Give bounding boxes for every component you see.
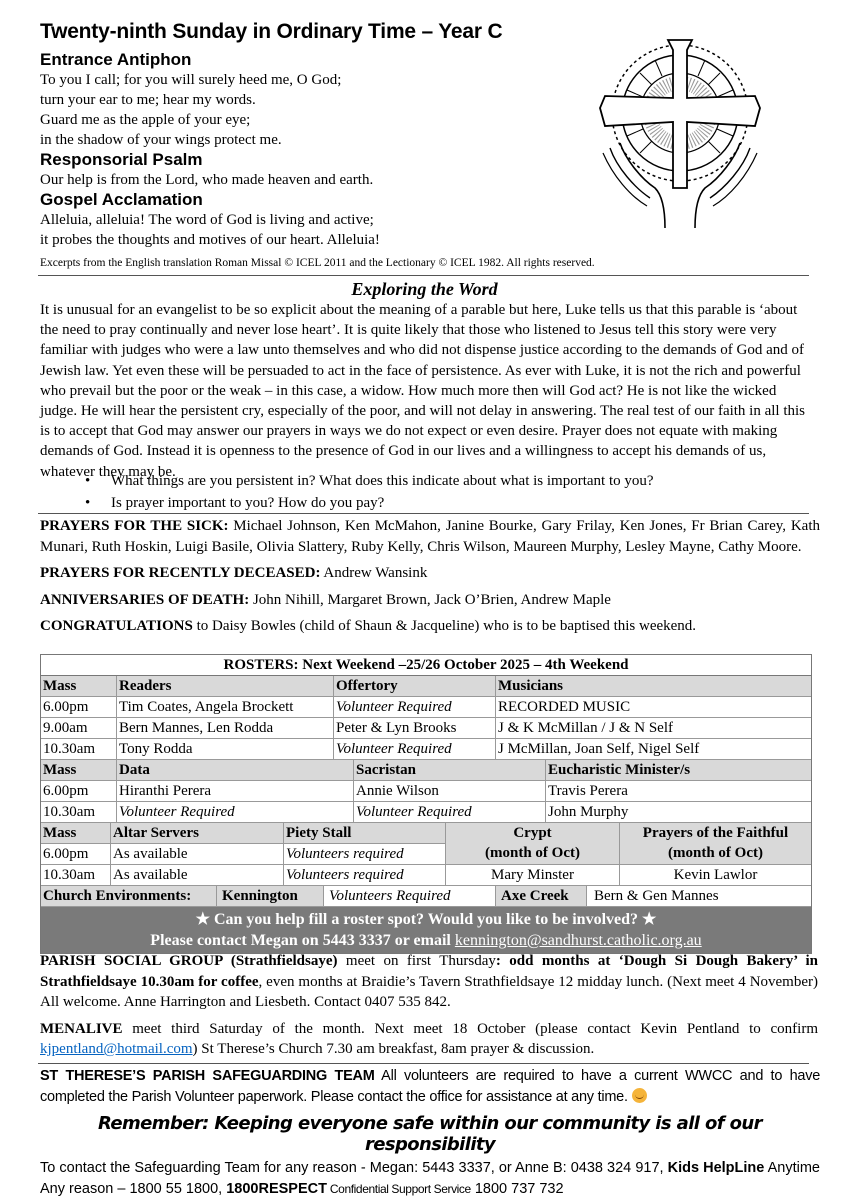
mass-time: 9.00am <box>41 718 117 738</box>
musicians-cell: J & K McMillan / J & N Self <box>498 720 673 736</box>
table-row <box>41 844 445 865</box>
safeguarding-text: All volunteers are required to have a current WWCC and to have completed the Parish Volunteer paperwork. Please contact the office for assistance at any time. <box>40 1068 821 1105</box>
copyright-notice: Excerpts from the English translation Roman Missal © ICEL 2011 and the Lectionary © ICEL 1982. All rights reserved. <box>40 257 595 269</box>
table-row <box>41 697 811 718</box>
prayers-for-sick <box>40 516 820 557</box>
church-environments-label: Church Environments: <box>41 886 217 906</box>
contact-text: Please contact Megan on 5443 3337 or email <box>150 932 455 949</box>
col-header-piety-stall: Piety Stall <box>286 825 352 841</box>
entrance-line: Guard me as the apple of your eye; <box>40 112 251 128</box>
altar-servers-cell: As available <box>111 844 284 864</box>
prayer-notices <box>40 516 820 643</box>
respect-label: 1800RESPECT <box>226 1181 327 1197</box>
reflection-question: • What things are you persistent in? What does this indicate about what is important to you? <box>85 470 654 492</box>
sacristan-cell: Volunteer Required <box>354 802 546 822</box>
entrance-line: in the shadow of your wings protect me. <box>40 132 282 148</box>
gospel-line: it probes the thoughts and motives of our heart. Alleluia! <box>40 232 380 248</box>
psg-text: meet on first Thursday <box>337 953 496 969</box>
cross-with-hands-icon <box>595 38 765 228</box>
musicians-cell: J McMillan, Joan Self, Nigel Self <box>498 741 700 757</box>
offertory-cell: Volunteer Required <box>334 739 496 759</box>
safeguarding-label: ST THERESE’S PARISH SAFEGUARDING TEAM <box>40 1068 375 1084</box>
mass-time: 10.30am <box>41 802 117 822</box>
menalive-email-link[interactable]: kjpentland@hotmail.com <box>40 1041 193 1057</box>
entrance-line: turn your ear to me; hear my words. <box>40 92 256 108</box>
respect-description: Confidential Support Service <box>326 1182 471 1196</box>
psg-label: PARISH SOCIAL GROUP (Strathfieldsaye) <box>40 953 338 969</box>
crypt-header-line: Crypt <box>513 825 552 841</box>
safeguarding-section <box>40 1066 820 1200</box>
col-header-altar-servers: Altar Servers <box>111 823 284 843</box>
gospel-line: Alleluia, alleluia! The word of God is living and active; <box>40 212 374 228</box>
col-header-mass: Mass <box>41 823 111 843</box>
smiley-face-icon <box>632 1088 647 1103</box>
table-row <box>41 865 445 886</box>
section-divider <box>38 275 809 276</box>
section-divider <box>38 1063 809 1064</box>
crypt-header <box>446 823 619 865</box>
volunteer-banner-contact <box>41 930 811 951</box>
volunteer-banner-line: ★ Can you help fill a roster spot? Would you like to be involved? ★ <box>195 911 657 928</box>
col-header-data: Data <box>117 760 354 780</box>
deceased-names: Andrew Wansink <box>320 565 428 581</box>
responsorial-psalm-heading: Responsorial Psalm <box>40 150 203 169</box>
col-header-mass: Mass <box>41 760 117 780</box>
section-divider <box>38 513 809 514</box>
col-header-musicians: Musicians <box>498 678 564 694</box>
col-header-sacristan: Sacristan <box>354 760 546 780</box>
kids-helpline-label: Kids HelpLine <box>667 1160 765 1176</box>
anniversaries-label: ANNIVERSARIES OF DEATH: <box>40 591 250 608</box>
parish-social-group <box>40 951 818 1013</box>
deceased-label: PRAYERS FOR RECENTLY DECEASED: <box>40 565 321 581</box>
prayers-for-sick-label: PRAYERS FOR THE SICK: <box>40 518 229 534</box>
prayers-for-sick-names: Michael Johnson, Ken McMahon, Janine Bourke, Gary Frilay, Ken Jones, Fr Brian Carey, Kath Munari, Ruth Hoskin, Luigi Basile, Olivia Slattery, Ruby Kelly, Chris Wilson, Maureen Murphy, Lesley Mayne, Cathy Moore. <box>40 518 820 555</box>
col-header-eucharistic-ministers: Eucharistic Minister/s <box>548 762 691 778</box>
reflection-question: • Is prayer important to you? How do you pay? <box>85 492 654 514</box>
menalive-text: ) St Therese’s Church 7.30 am breakfast, 8am prayer & discussion. <box>192 1041 595 1057</box>
menalive <box>40 1019 818 1060</box>
congratulations <box>40 616 820 637</box>
prayers-for-deceased <box>40 563 820 584</box>
congratulations-text: to Daisy Bowles (child of Shaun & Jacqueline) who is to be baptised this weekend. <box>192 618 697 634</box>
entrance-antiphon-heading: Entrance Antiphon <box>40 50 192 69</box>
safeguarding-notice <box>40 1066 820 1108</box>
mass-time: 6.00pm <box>41 697 117 717</box>
roster-header-row <box>41 823 445 844</box>
roster-header-row <box>41 676 811 697</box>
potf-header-line: (month of Oct) <box>668 845 763 861</box>
axe-creek-value: Bern & Gen Mannes <box>594 888 719 904</box>
table-row <box>41 739 811 760</box>
eucharistic-minister-cell: John Murphy <box>548 804 629 820</box>
table-row <box>41 718 811 739</box>
table-row <box>41 781 811 802</box>
roster-table <box>40 654 812 954</box>
kennington-value: Volunteers Required <box>324 886 496 906</box>
sacristan-cell: Annie Wilson <box>354 781 546 801</box>
psg-bold-text: : odd months at ‘Dough Si Dough Bakery’ in Strathfieldsaye 10.30am for coffee <box>40 953 819 990</box>
roster-header-row <box>41 760 811 781</box>
menalive-label: MENALIVE <box>40 1020 123 1037</box>
roster-block-servers <box>41 823 811 886</box>
church-environments-row <box>41 886 811 907</box>
piety-stall-cell: Volunteers required <box>286 867 404 883</box>
altar-servers-cell: As available <box>111 865 284 885</box>
offertory-cell: Volunteer Required <box>334 697 496 717</box>
menalive-text: meet third Saturday of the month. Next meet 18 October (please contact Kevin Pentland to confirm <box>122 1020 818 1037</box>
liturgy-section <box>40 50 600 250</box>
mass-time: 6.00pm <box>41 844 111 864</box>
kennington-label: Kennington <box>217 886 324 906</box>
psg-text: , even months at Braidie’s Tavern Strathfieldsaye 12 midday lunch. (Next meet 4 November) All welcome. Anne Harrington and Liesbeth. Contact 0407 535 842. <box>40 973 818 1010</box>
gospel-acclamation-heading: Gospel Acclamation <box>40 190 203 209</box>
readers-cell: Bern Mannes, Len Rodda <box>117 718 334 738</box>
potf-header-line: Prayers of the Faithful <box>642 825 789 841</box>
prayers-of-faithful-value: Kevin Lawlor <box>620 865 811 886</box>
crypt-header-line: (month of Oct) <box>485 845 580 861</box>
exploring-the-word-body: It is unusual for an evangelist to be so explicit about the meaning of a parable but here, Luke tells us that this parable is ‘about the need to pray continually and never lose heart’. It is quite likely that those who listened to Jesus tell this story were very familiar with judges who were a law unto themselves and who did not dispense justice according to the demands of God and of Jewish law. Yet even these will be persuaded to act in the face of persistence. As ever with Luke, it is not the rich and powerful who prevail but the poor or the weak – in this case, a widow. How much more then will God act? He is not like the wicked judge. He will hear the persistent cry, especially of the poor, and will not delay in answering. The real test of our faith in all this is to accept that God may answer our prayers in ways we do not expect or even desire. Prayer does not equate with making demands of God. Instead it is openness to the presence of God in our lives and a willingness to accept his demands of us, whatever they may be. <box>40 302 806 480</box>
axe-creek-label: Axe Creek <box>496 886 587 906</box>
respect-number: 1800 737 732 <box>470 1181 564 1197</box>
col-header-readers: Readers <box>117 676 334 696</box>
kennington-email-link[interactable]: kennington@sandhurst.catholic.org.au <box>454 932 702 949</box>
eucharistic-minister-cell: Travis Perera <box>548 783 628 799</box>
anniversaries <box>40 590 820 611</box>
safeguarding-reminder: Remember: Keeping everyone safe within our community is all of our responsibility <box>98 1113 762 1155</box>
musicians-cell: RECORDED MUSIC <box>498 699 631 715</box>
contact-text: To contact the Safeguarding Team for any reason - Megan: 5443 3337, or Anne B: 0438 324 917, <box>40 1160 668 1176</box>
col-header-mass: Mass <box>41 676 117 696</box>
readers-cell: Tim Coates, Angela Brockett <box>117 697 334 717</box>
prayers-of-faithful-column <box>620 823 811 886</box>
data-cell: Volunteer Required <box>117 802 354 822</box>
prayers-of-faithful-header <box>620 823 811 865</box>
crypt-value: Mary Minster <box>446 865 619 886</box>
congratulations-label: CONGRATULATIONS <box>40 618 193 634</box>
entrance-line: To you I call; for you will surely heed me, O God; <box>40 72 342 88</box>
crypt-column <box>446 823 620 886</box>
psalm-line: Our help is from the Lord, who made heaven and earth. <box>40 172 374 188</box>
anniversaries-names: John Nihill, Margaret Brown, Jack O’Brien, Andrew Maple <box>249 591 611 608</box>
safeguarding-contacts <box>40 1158 820 1200</box>
roster-caption: ROSTERS: Next Weekend –25/26 October 2025 – 4th Weekend <box>41 655 811 676</box>
kids-helpline-text: Anytime Any reason – 1800 55 1800, <box>40 1160 820 1197</box>
exploring-the-word-heading: Exploring the Word <box>351 279 498 299</box>
col-header-offertory: Offertory <box>334 676 496 696</box>
piety-stall-cell: Volunteers required <box>286 846 404 862</box>
mass-time: 10.30am <box>41 865 111 885</box>
offertory-cell: Peter & Lyn Brooks <box>334 718 496 738</box>
data-cell: Hiranthi Perera <box>117 781 354 801</box>
reflection-questions <box>85 470 654 514</box>
mass-time: 10.30am <box>41 739 117 759</box>
readers-cell: Tony Rodda <box>117 739 334 759</box>
mass-time: 6.00pm <box>41 781 117 801</box>
page-title: Twenty-ninth Sunday in Ordinary Time – Year C <box>40 20 503 43</box>
volunteer-banner <box>41 907 811 953</box>
social-groups <box>40 951 818 1066</box>
table-row <box>41 802 811 823</box>
